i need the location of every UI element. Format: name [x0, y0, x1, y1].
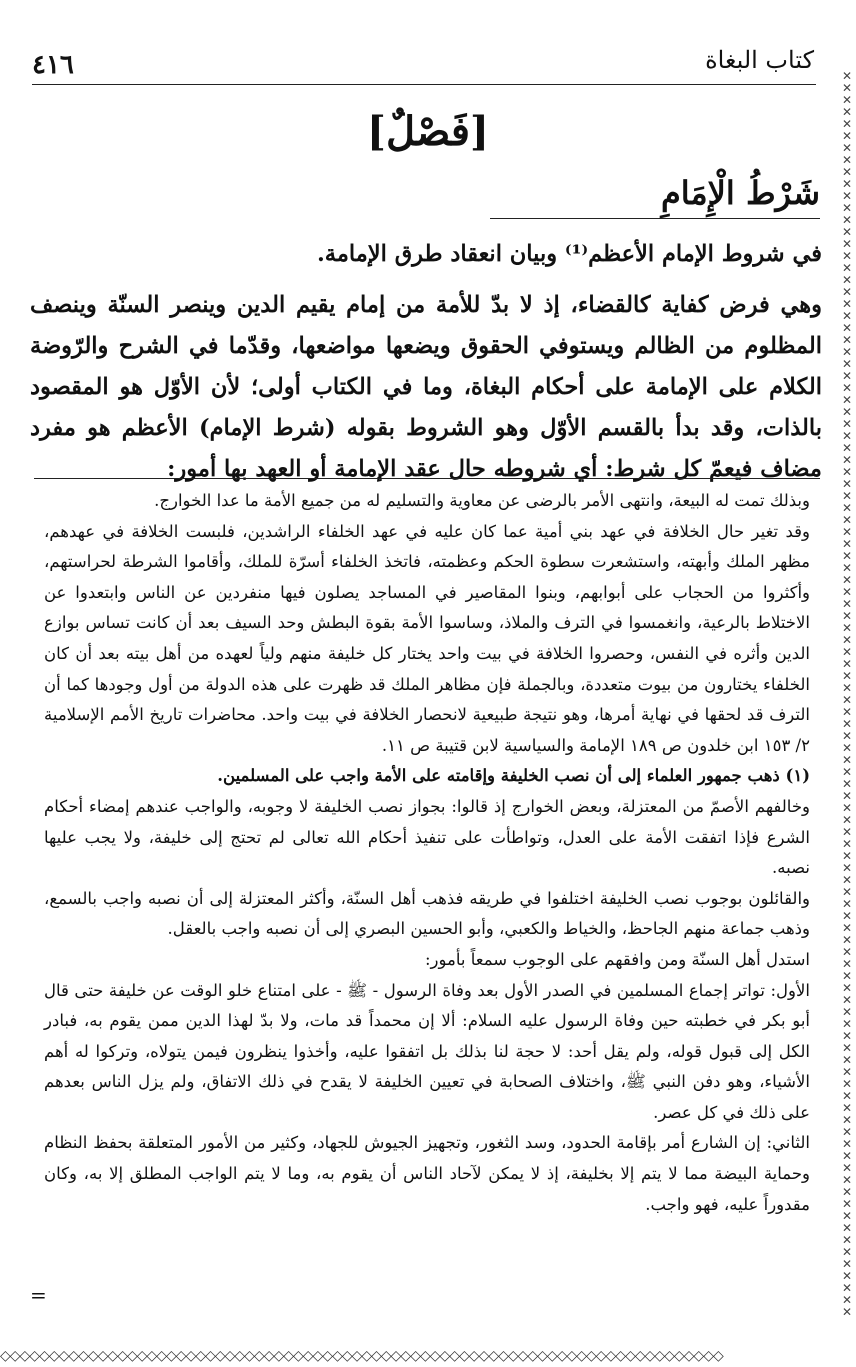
main-paragraph: وهي فرض كفاية كالقضاء، إذ لا بدّ للأمة من إمام يقيم الدين وينصر السنّة وينصف المظلوم من الظالم ويستوفي الحقوق ويضعها مواضعها، وقدّما في الشرح والرّوضة الكلام على الإمامة على أحكام البغاة، وما في الكتاب أولى؛ لأن الأوّل هو المقصود بالذات، وقد بدأ بالقسم الأوّل وهو الشروط بقوله (شرط الإمام) الأعظم هو مفرد مضاف فيعمّ كل شرط: أي شروطه حال عقد الإمامة أو العهد بها أمور:	[30, 292, 822, 482]
footnote-paragraph: وخالفهم الأصمّ من المعتزلة، وبعض الخوارج إذ قالوا: بجواز نصب الخليفة لا وجوبه، والواجب عندهم إمضاء أحكام الشرع فإذا اتفقت الأمة على العدل، وتواطأت على تنفيذ أحكام الله تعالى لم تحتج إلى خليفة، ولا يجب عليها نصبه.	[44, 796, 810, 878]
running-title: كتاب البغاة	[705, 46, 814, 74]
header-rule	[32, 84, 816, 85]
footnotes	[44, 486, 810, 1220]
footnote-paragraph: وقد تغير حال الخلافة في عهد بني أمية عما كان عليه في عهد الخلفاء الراشدين، فلبست الخلافة في عهدهم، مظهر الملك وأبهته، واستشعرت سطوة الحكم وعظمته، فاتخذ الخلفاء أسرّة للملك، وأقاموا الشرطة لحراستهم، وأكثروا من الحجاب على أبوابهم، وبنوا المقاصير في المساجد يصلون فيها منفردين عن الناس وابتعدوا عن الاختلاط بالرعية، وانغمسوا في الترف والملاذ، وساسوا الأمة بقوة البطش وحد السيف بعد أن كانت تساس بوازع الدين وأثره في النفس، وحصروا الخلافة في بيت واحد يختار كل خليفة منهم ولياً لعهده من أهل بيته بعد أن كان الخلفاء يختارون من بيوت متعددة، وبالجملة فإن مظاهر الملك قد ظهرت على هذه الدولة من أول وجودها كما أن الترف قد لحقها في نهاية أمرها، وهو نتيجة طبيعية لانحصار الخلافة في بيت واحد. محاضرات تاريخ الأمم الإسلامية ٢/ ١٥٣ ابن خلدون ص ١٨٩ الإمامة والسياسية لابن قتيبة ص ١١.	[44, 521, 810, 755]
footnote-marker-paragraph: (١) ذهب جمهور العلماء إلى أن نصب الخليفة وإقامته على الأمة واجب على المسلمين.	[217, 766, 810, 786]
footnote-separator	[34, 478, 820, 479]
subheading: شَرْطُ الْإِمَامِ	[660, 174, 820, 212]
footnote-paragraph: استدل أهل السنّة ومن وافقهم على الوجوب سمعاً بأمور:	[425, 949, 810, 969]
margin-mark: =	[30, 1283, 47, 1307]
decorative-bottom-border: ◇◇◇◇◇◇◇◇◇◇◇◇◇◇◇◇◇◇◇◇◇◇◇◇◇◇◇◇◇◇◇◇◇◇◇◇◇◇◇◇◇◇◇◇◇◇◇◇◇◇◇◇◇◇◇◇◇◇◇◇◇◇◇◇◇◇◇◇◇◇◇◇◇◇	[0, 1348, 723, 1362]
subheading-block	[490, 174, 820, 219]
intro-line: في شروط الإمام الأعظم⁽¹⁾ وبيان انعقاد طرق الإمامة.	[316, 241, 822, 267]
section-heading: [فَصْلٌ]	[367, 108, 489, 155]
footnote-paragraph: والقائلون بوجوب نصب الخليفة اختلفوا في طريقه فذهب أهل السنّة، وأكثر المعتزلة إلى أن نصبه واجب بالسمع، وذهب جماعة منهم الجاحظ، والخياط والكعبي، وأبو الحسين البصري إلى أن نصبه واجب بالعقل.	[44, 888, 810, 939]
footnote-paragraph: الأول: تواتر إجماع المسلمين في الصدر الأول بعد وفاة الرسول - ﷺ - على امتناع خلو الوقت عن خليفة حتى قال أبو بكر في خطبته حين وفاة الرسول عليه السلام: ألا إن محمداً قد مات، ولا بدّ لهذا الدين ممن يقوم به، فبادر الكل إلى قبول قوله، ولم يقل أحد: لا حجة لنا بذلك بل اتفقوا عليه، وأخذوا ينظرون فيمن يتولاه، وتركوا له أهم الأشياء، وهو دفن النبي ﷺ، واختلاف الصحابة في تعيين الخليفة لا يقدح في ذلك الاتفاق، ولم يزل الناس بعدهم على ذلك في كل عصر.	[44, 980, 810, 1122]
footnote-paragraph: وبذلك تمت له البيعة، وانتهى الأمر بالرضى عن معاوية والتسليم له من جميع الأمة ما عدا الخوارج.	[154, 491, 810, 510]
main-text	[30, 234, 822, 490]
footnote-paragraph: الثاني: إن الشارع أمر بإقامة الحدود، وسد الثغور، وتجهيز الجيوش للجهاد، وكثير من الأمور المتعلقة بحفظ النظام وحماية البيضة مما لا يتم إلا بخليفة، إذ لا يمكن لآحاد الناس أن يقوم به، وما لا يتم الواجب المطلق إلا به، وكان مقدوراً عليه، فهو واجب.	[44, 1133, 810, 1214]
decorative-right-border: ✕✕✕✕✕✕✕✕✕✕✕✕✕✕✕✕✕✕✕✕✕✕✕✕✕✕✕✕✕✕✕✕✕✕✕✕✕✕✕✕✕✕✕✕✕✕✕✕✕✕✕✕✕✕✕✕✕✕✕✕✕✕✕✕✕✕✕✕✕✕✕✕✕✕✕✕✕✕✕✕✕✕✕✕✕✕✕✕✕✕✕✕✕✕✕✕✕✕✕✕✕✕✕✕	[842, 70, 853, 1319]
page-header	[32, 40, 816, 84]
page-number: ٤١٦	[32, 50, 74, 80]
